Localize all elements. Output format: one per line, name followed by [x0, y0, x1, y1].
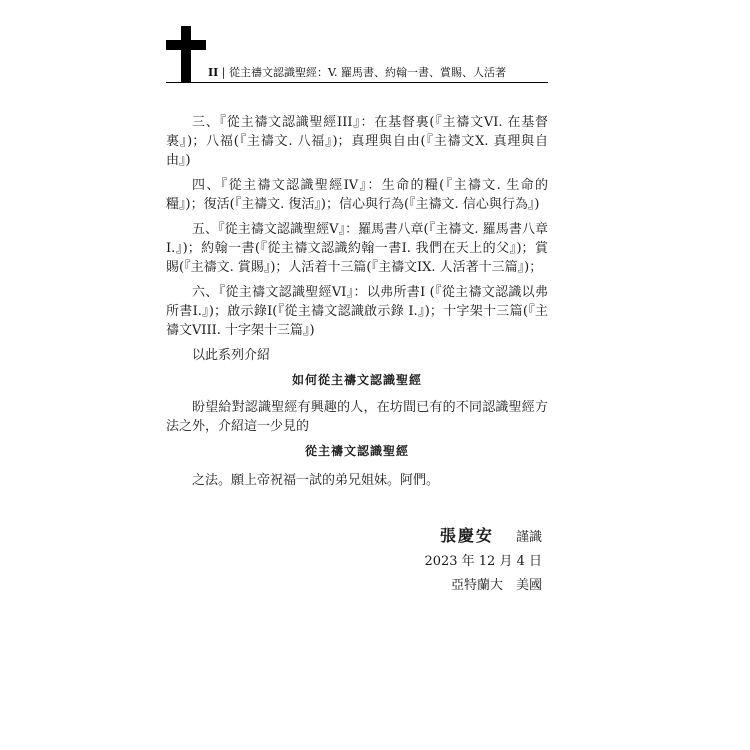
paragraph-volume-3: 三、『從主禱文認識聖經III』：在基督裏(『主禱文VI. 在基督裏』)；八福(『主禱文. 八福』)；真理與自由(『主禱文X. 真理與自由』) — [166, 115, 548, 168]
paragraph-volume-5: 五、『從主禱文認識聖經V』：羅馬書八章(『主禱文. 羅馬書八章 I.』)；約翰一書(『從主禱文認識約翰一書I. 我們在天上的父』)；賞賜(『主禱文. 賞賜』)；人活着十三篇(『主禱文IX. 人活著十三篇』)； — [166, 222, 548, 275]
cross-icon — [166, 26, 206, 82]
paragraph-close: 之法。願上帝祝福一試的弟兄姐妹。阿們。 — [192, 473, 440, 488]
header-separator: | — [221, 66, 226, 79]
paragraph-volume-6: 六、『從主禱文認識聖經VI』：以弗所書I (『從主禱文認識以弗所書I.』)；啟示錄I(『從主禱文認識啟示錄 I.』)；十字架十三篇(『主禱文VIII. 十字架十三篇』) — [166, 285, 548, 338]
signature-name-row — [166, 524, 548, 550]
body-text — [166, 113, 548, 496]
title-how-to: 如何從主禱文認識聖經 — [291, 373, 422, 387]
cross-icon-horizontal — [166, 40, 206, 50]
paragraph-hope: 盼望給對認識聖經有興趣的人，在坊間已有的不同認識聖經方法之外，介紹這一少見的 — [166, 400, 548, 434]
signature-note: 謹識 — [515, 530, 542, 545]
cross-icon-vertical — [181, 26, 191, 82]
header-title: 從主禱文認識聖經：V. 羅馬書、約翰一書、賞賜、人活著 — [229, 66, 507, 79]
page-number: II — [208, 66, 219, 79]
signature-date: 2023 年 12 月 4 日 — [424, 554, 542, 569]
author-name: 張慶安 — [439, 526, 494, 545]
paragraph-introduce: 以此系列介紹 — [192, 348, 271, 363]
paragraph-volume-4: 四、『從主禱文認識聖經IV』：生命的糧(『主禱文. 生命的糧』)；復活(『主禱文. 復活』)；信心與行為(『主禱文. 信心與行為』) — [166, 178, 548, 212]
running-header — [208, 66, 548, 80]
header-rule — [166, 82, 548, 83]
signature-place: 亞特蘭大 美國 — [450, 578, 542, 593]
signature-block — [166, 524, 548, 598]
title-method: 從主禱文認識聖經 — [304, 444, 409, 458]
